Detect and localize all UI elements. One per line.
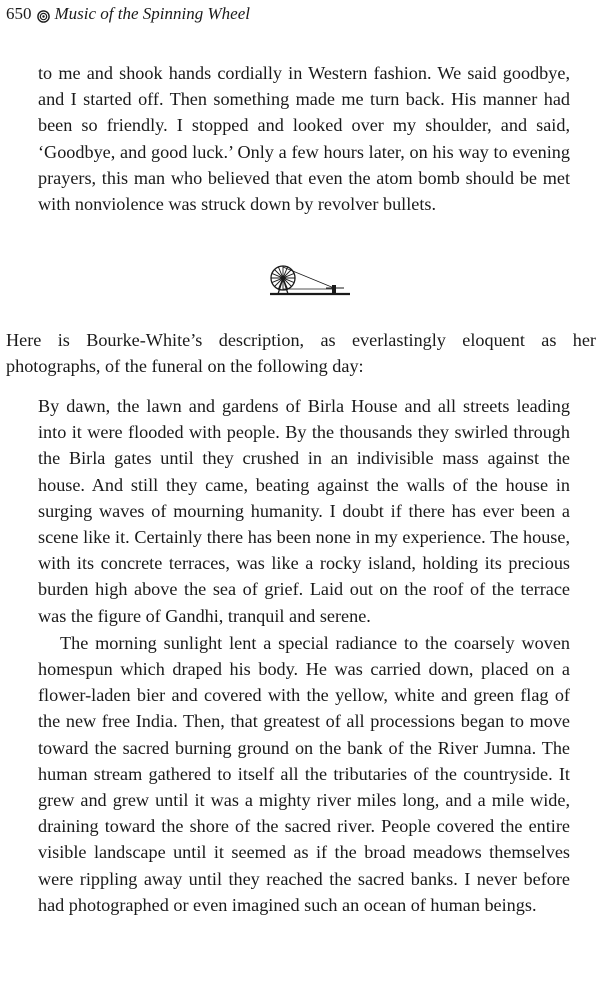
block-quote — [38, 393, 570, 918]
quote-paragraph: By dawn, the lawn and gardens of Birla House and all streets leading into it were flooded with people. By the thousands they swirled through the Birla gates until they crushed in an indivisible mass against the house. And still they came, beating against the walls of the house in surging waves of mourning humanity. I doubt if there has ever been a scene like it. Certainly there has been none in my experience. The house, with its concrete terraces, was like a rocky island, holding its precious burden high above the sea of grief. Laid out on the roof of the terrace was the figure of Gandhi, tranquil and serene. — [38, 396, 570, 626]
page-number: 650 — [6, 4, 32, 23]
paragraph-intro-quote: Here is Bourke-White’s description, as everlastingly eloquent as her photographs, of the funeral on the following day: — [6, 330, 596, 377]
quote-paragraph: The morning sunlight lent a special radiance to the coarsely woven homespun which draped his body. He was carried down, placed on a flower-laden bier and covered with the yellow, white and green flag of the new free India. Then, that greatest of all processions began to move toward the sacred burning ground on the bank of the River Jumna. The human stream gathered to itself all the tributaries of the countryside. It grew and grew until it was a mighty river miles long, and a mile wide, draining toward the shore of the sacred river. People covered the entire visible landscape until it seemed as if the broad meadows themselves were rippling away until they reached the sacred banks. I never before had photographed or even imagined such an ocean of human beings. — [38, 632, 570, 915]
bullseye-icon — [37, 8, 50, 21]
running-head — [6, 2, 250, 26]
paragraph-continued: to me and shook hands cordially in Western fashion. We said goodbye, and I started off. Then something made me turn back. His manner had been so friendly. I stopped and looked over my shoulder, and said, ‘Goodbye, and good luck.’ Only a few hours later, on his way to evening prayers, this man who believed that even the atom bomb should be met with nonviolence was struck down by revolver bullets. — [38, 63, 570, 215]
spinning-wheel-icon — [268, 263, 352, 297]
book-title: Music of the Spinning Wheel — [54, 4, 250, 23]
